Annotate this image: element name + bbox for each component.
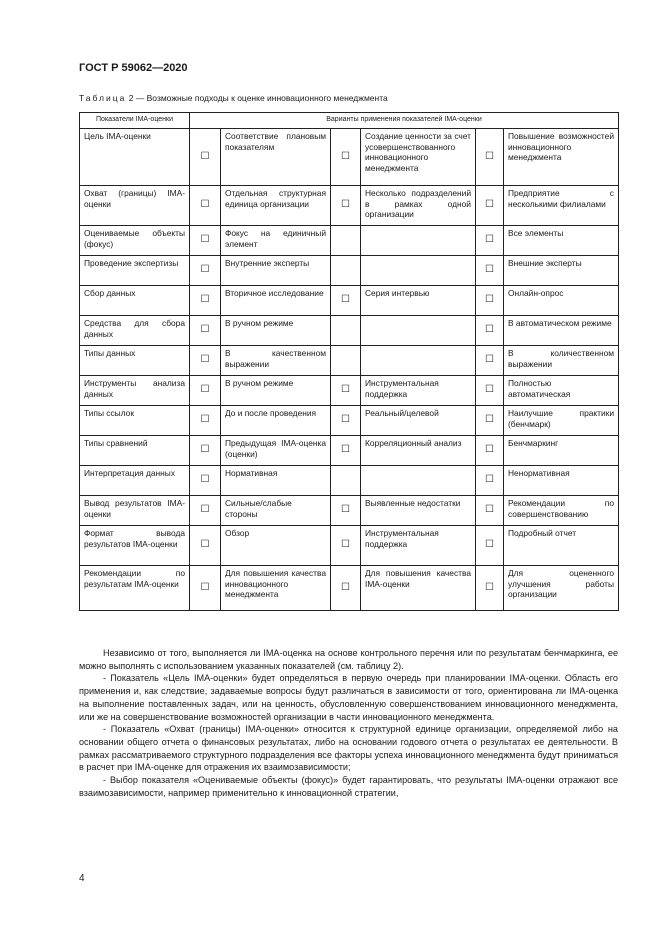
col-header-variants: Варианты применения показателей IMA-оценки [190,113,619,129]
option-2-cell: Инструментальная поддержка [361,375,476,405]
indicator-cell: Типы данных [80,345,190,375]
checkbox-icon: ☐ [485,581,494,593]
checkbox-2-cell [331,495,361,525]
checkbox-2-cell [331,565,361,610]
checkbox-icon: ☐ [200,384,210,396]
checkbox-icon: ☐ [200,324,210,336]
checkbox-1-cell [190,495,221,525]
checkbox-icon: ☐ [200,444,210,456]
option-1-cell: Соответствие плановым показателям [221,128,331,185]
table-row [80,405,619,435]
checkbox-icon: ☐ [341,150,350,162]
checkbox-icon: ☐ [485,539,494,551]
checkbox-2-cell [331,315,361,345]
checkbox-icon: ☐ [341,384,350,396]
option-3-cell: Все элементы [504,225,619,255]
checkbox-icon: ☐ [200,414,210,426]
option-2-cell [361,255,476,285]
checkbox-1-cell [190,185,221,225]
checkbox-icon: ☐ [485,294,494,306]
option-2-cell [361,225,476,255]
option-2-cell [361,345,476,375]
checkbox-2-cell [331,465,361,495]
checkbox-2-cell [331,128,361,185]
checkbox-2-cell [331,525,361,565]
table-row [80,565,619,610]
option-3-cell: Внешние эксперты [504,255,619,285]
checkbox-icon: ☐ [485,354,494,366]
option-1-cell: Сильные/слабые стороны [221,495,331,525]
indicator-cell: Типы сравнений [80,435,190,465]
indicator-cell: Средства для сбора данных [80,315,190,345]
table-row [80,375,619,405]
checkbox-2-cell [331,405,361,435]
indicator-cell: Рекомендации по результатам IMA-оценки [80,565,190,610]
option-2-cell: Серия интервью [361,285,476,315]
indicator-cell: Интерпретация данных [80,465,190,495]
option-1-cell: Для повышения качества инновационного менеджмента [221,565,331,610]
option-1-cell: В качественном выражении [221,345,331,375]
checkbox-2-cell [331,375,361,405]
table-row [80,185,619,225]
indicator-cell: Формат вывода результатов IMA-оценки [80,525,190,565]
option-3-cell: В автоматическом режиме [504,315,619,345]
checkbox-icon: ☐ [485,264,494,276]
indicator-cell: Проведение экспертизы [80,255,190,285]
indicator-cell: Инструменты анализа данных [80,375,190,405]
checkbox-icon: ☐ [485,504,494,516]
option-1-cell: Внутренние эксперты [221,255,331,285]
checkbox-icon: ☐ [200,581,210,593]
indicator-cell: Оцениваемые объекты (фокус) [80,225,190,255]
checkbox-3-cell [476,315,504,345]
checkbox-icon: ☐ [200,294,210,306]
table-row [80,285,619,315]
checkbox-3-cell [476,128,504,185]
option-3-cell: Наилучшие практики (бенчмарк) [504,405,619,435]
table-row [80,225,619,255]
indicator-cell: Охват (границы) IMA-оценки [80,185,190,225]
checkbox-2-cell [331,185,361,225]
table-header-row [80,113,619,129]
body-paragraph: - Выбор показателя «Оцениваемые объекты (фокус)» будет гарантировать, что результаты IMA-оценки отражают все взаимозависимости, например применительно к инновационной стратегии, [79,775,618,798]
checkbox-icon: ☐ [200,504,210,516]
table-row [80,255,619,285]
option-2-cell: Создание ценности за счет усовершенствованного инновационного менеджмента [361,128,476,185]
option-1-cell: Отдельная структурная единица организации [221,185,331,225]
option-3-cell: Полностью автоматическая [504,375,619,405]
checkbox-3-cell [476,465,504,495]
col-header-indicators: Показатели IMA-оценки [80,113,190,129]
checkbox-3-cell [476,435,504,465]
option-1-cell: В ручном режиме [221,375,331,405]
checkbox-icon: ☐ [485,444,494,456]
checkbox-icon: ☐ [341,199,350,211]
checkbox-icon: ☐ [485,474,494,486]
checkbox-icon: ☐ [200,199,210,211]
checkbox-icon: ☐ [200,354,210,366]
checkbox-icon: ☐ [485,384,494,396]
option-2-cell: Инструментальная поддержка [361,525,476,565]
option-1-cell: Вторичное исследование [221,285,331,315]
body-paragraph: - Показатель «Цель IMA-оценки» будет определяться в первую очередь при планировании IMA-оценки. Область его применения и, как следствие, задаваемые вопросы будут различаться в зависимости от того, ориентирована ли IMA-оценка на выполнение поставленных задач, или на ценность, обусловленную совершенствованием инновационного менеджмента, или же на совершенствование возможностей организации в части инновационного менеджмента. [79,673,618,722]
option-1-cell: В ручном режиме [221,315,331,345]
checkbox-1-cell [190,435,221,465]
checkbox-icon: ☐ [341,294,350,306]
checkbox-icon: ☐ [341,414,350,426]
table-caption-label: Таблица [79,93,127,103]
option-1-cell: Предыдущая IMA-оценка (оценки) [221,435,331,465]
option-3-cell: Повышение возможностей инновационного менеджмента [504,128,619,185]
checkbox-3-cell [476,225,504,255]
option-3-cell: Рекомендации по совершенствованию [504,495,619,525]
checkbox-1-cell [190,375,221,405]
checkbox-icon: ☐ [341,444,350,456]
checkbox-icon: ☐ [200,234,210,246]
checkbox-1-cell [190,225,221,255]
checkbox-3-cell [476,525,504,565]
option-1-cell: Обзор [221,525,331,565]
checkbox-1-cell [190,255,221,285]
checkbox-3-cell [476,405,504,435]
checkbox-icon: ☐ [485,324,494,336]
checkbox-1-cell [190,315,221,345]
checkbox-icon: ☐ [341,504,350,516]
option-2-cell: Несколько подразделений в рамках одной организации [361,185,476,225]
table-row [80,495,619,525]
indicator-cell: Сбор данных [80,285,190,315]
option-3-cell: В количественном выражении [504,345,619,375]
table-row [80,525,619,565]
indicator-cell: Вывод результатов IMA-оценки [80,495,190,525]
table-row [80,315,619,345]
option-2-cell: Выявленные недостатки [361,495,476,525]
table-row [80,435,619,465]
checkbox-3-cell [476,285,504,315]
document-header: ГОСТ Р 59062—2020 [79,62,188,74]
checkbox-2-cell [331,285,361,315]
checkbox-icon: ☐ [200,474,210,486]
checkbox-2-cell [331,345,361,375]
checkbox-3-cell [476,345,504,375]
table-row [80,128,619,185]
checkbox-3-cell [476,185,504,225]
checkbox-icon: ☐ [485,234,494,246]
checkbox-3-cell [476,495,504,525]
option-2-cell: Корреляционный анализ [361,435,476,465]
checkbox-icon: ☐ [485,199,494,211]
checkbox-2-cell [331,435,361,465]
option-3-cell: Бенчмаркинг [504,435,619,465]
option-3-cell: Подробный отчет [504,525,619,565]
checkbox-icon: ☐ [200,539,210,551]
checkbox-3-cell [476,565,504,610]
page-number: 4 [79,873,85,884]
checkbox-icon: ☐ [341,539,350,551]
checkbox-1-cell [190,285,221,315]
checkbox-1-cell [190,565,221,610]
checkbox-icon: ☐ [485,150,494,162]
checkbox-1-cell [190,465,221,495]
checkbox-1-cell [190,525,221,565]
option-2-cell: Для повышения качества IMA-оценки [361,565,476,610]
checkbox-1-cell [190,128,221,185]
option-3-cell: Предприятие с несколькими филиалами [504,185,619,225]
checkbox-1-cell [190,345,221,375]
checkbox-2-cell [331,255,361,285]
option-3-cell: Ненормативная [504,465,619,495]
checkbox-2-cell [331,225,361,255]
approaches-table [79,112,619,611]
body-text [79,647,618,800]
table-row [80,465,619,495]
option-3-cell: Для оцененного улучшения работы организации [504,565,619,610]
indicator-cell: Типы ссылок [80,405,190,435]
checkbox-3-cell [476,255,504,285]
checkbox-icon: ☐ [200,264,210,276]
option-2-cell [361,315,476,345]
checkbox-icon: ☐ [200,150,210,162]
option-1-cell: До и после проведения [221,405,331,435]
indicator-cell: Цель IMA-оценки [80,128,190,185]
checkbox-1-cell [190,405,221,435]
table-caption [79,93,388,103]
table-row [80,345,619,375]
option-1-cell: Фокус на единичный элемент [221,225,331,255]
option-2-cell: Реальный/целевой [361,405,476,435]
checkbox-icon: ☐ [485,414,494,426]
table-caption-text: 2 — Возможные подходы к оценке инновационного менеджмента [126,93,388,103]
option-1-cell: Нормативная [221,465,331,495]
checkbox-icon: ☐ [341,581,350,593]
option-2-cell [361,465,476,495]
body-paragraph: Независимо от того, выполняется ли IMA-оценка на основе контрольного перечня или по результатам бенчмаркинга, ее можно выполнять с использованием указанных показателей (см. таблицу 2). [79,648,618,671]
body-paragraph: - Показатель «Охват (границы) IMA-оценки» относится к структурной единице организации, определяемой либо на основании общего отчета о финансовых результатах, либо на основании годового отчета о результатах ее деятельности. В рамках рассматриваемого структурного подразделения все факторы успеха инновационного менеджмента будут приниматься в расчет при IMA-оценке для отражения их взаимозависимости; [79,724,618,773]
option-3-cell: Онлайн-опрос [504,285,619,315]
checkbox-3-cell [476,375,504,405]
